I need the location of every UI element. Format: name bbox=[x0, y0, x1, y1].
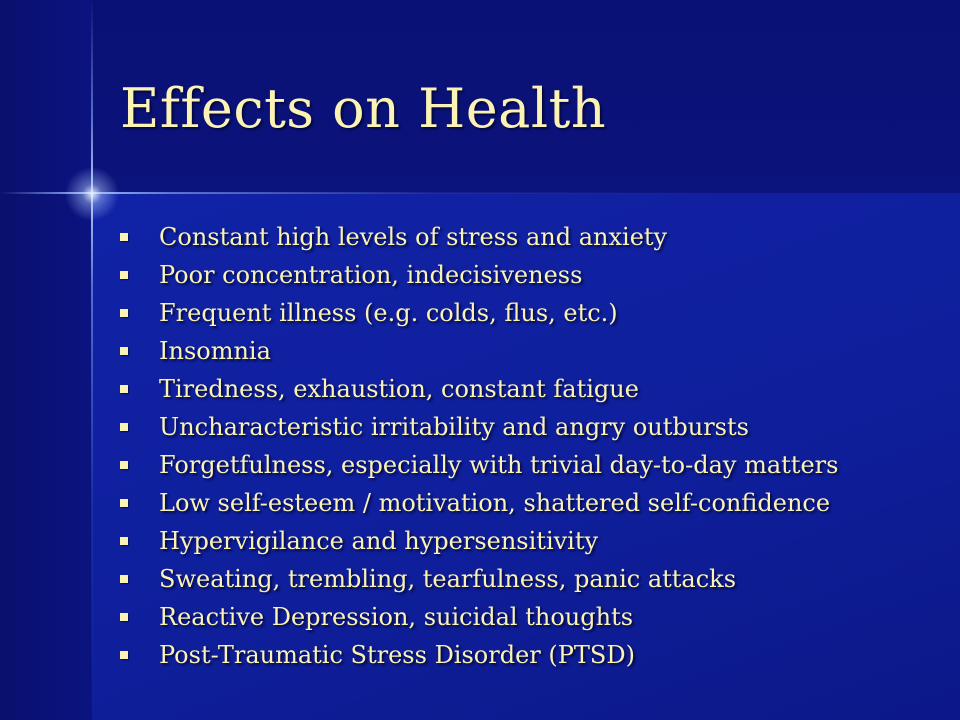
bullet-text: Post-Traumatic Stress Disorder (PTSD) bbox=[159, 641, 635, 669]
square-bullet-icon bbox=[120, 233, 128, 241]
square-bullet-icon bbox=[120, 651, 128, 659]
square-bullet-icon bbox=[120, 575, 128, 583]
bullet-text: Sweating, trembling, tearfulness, panic attacks bbox=[159, 565, 737, 593]
bullet-item bbox=[120, 484, 838, 522]
left-band bbox=[0, 0, 92, 720]
bullet-text: Low self-esteem / motivation, shattered self-confidence bbox=[159, 489, 831, 517]
bullet-text: Tiredness, exhaustion, constant fatigue bbox=[159, 375, 639, 403]
bullet-text: Insomnia bbox=[159, 337, 271, 365]
square-bullet-icon bbox=[120, 613, 128, 621]
bullet-text: Frequent illness (e.g. colds, flus, etc.) bbox=[159, 299, 618, 327]
square-bullet-icon bbox=[120, 347, 128, 355]
bullet-text: Uncharacteristic irritability and angry outbursts bbox=[159, 413, 749, 441]
vertical-accent-line bbox=[91, 0, 93, 720]
bullet-item bbox=[120, 218, 838, 256]
bullet-text: Forgetfulness, especially with trivial day-to-day matters bbox=[159, 451, 839, 479]
bullet-item bbox=[120, 370, 838, 408]
slide-title: Effects on Health bbox=[120, 77, 607, 140]
square-bullet-icon bbox=[120, 309, 128, 317]
square-bullet-icon bbox=[120, 499, 128, 507]
bullet-item bbox=[120, 256, 838, 294]
bullet-text: Reactive Depression, suicidal thoughts bbox=[159, 603, 634, 631]
square-bullet-icon bbox=[120, 423, 128, 431]
bullet-item bbox=[120, 636, 838, 674]
square-bullet-icon bbox=[120, 537, 128, 545]
bullet-item bbox=[120, 522, 838, 560]
bullet-item bbox=[120, 408, 838, 446]
bullet-item bbox=[120, 332, 838, 370]
bullet-item bbox=[120, 598, 838, 636]
square-bullet-icon bbox=[120, 461, 128, 469]
square-bullet-icon bbox=[120, 385, 128, 393]
star-glow-decoration bbox=[61, 163, 123, 225]
bullet-item bbox=[120, 560, 838, 598]
square-bullet-icon bbox=[120, 271, 128, 279]
bullet-text: Constant high levels of stress and anxiety bbox=[159, 223, 668, 251]
bullet-item bbox=[120, 446, 838, 484]
bullet-text: Hypervigilance and hypersensitivity bbox=[159, 527, 599, 555]
horizontal-accent-line bbox=[0, 192, 960, 194]
bullet-text: Poor concentration, indecisiveness bbox=[159, 261, 583, 289]
bullet-item bbox=[120, 294, 838, 332]
bullet-list bbox=[120, 218, 838, 674]
